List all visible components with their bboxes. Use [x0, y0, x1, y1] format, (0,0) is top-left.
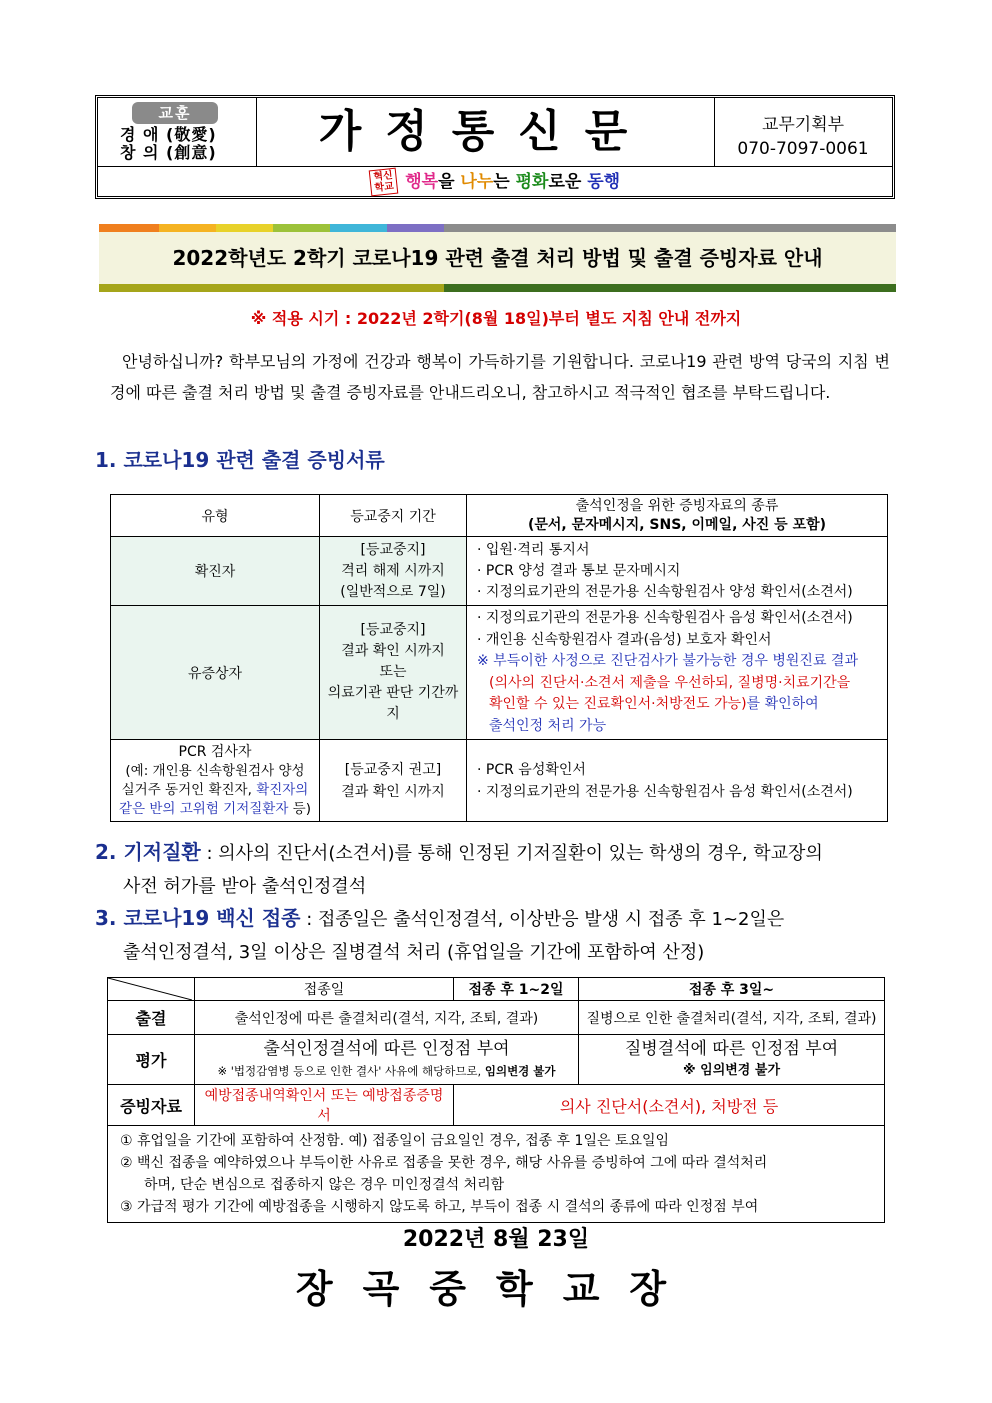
principal-signature: 장곡중학교장: [295, 1267, 697, 1311]
innovation-school-badge: 혁신 학교: [369, 168, 399, 197]
row-period: [등교중지] 격리 해제 시까지 (일반적으로 7일): [320, 537, 467, 606]
school-motto: [98, 98, 257, 166]
row-evidence: · 지정의료기관의 전문가용 신속항원검사 음성 확인서(소견서) · 개인용 신속항원검사 결과(음성) 보호자 확인서 ※ 부득이한 사정으로 진단검사가 불가능한 경우 병원진료 결과 (의사의 진단서·소견서 제출을 우선하되, 질병명·치료기간을 확인할 수 있는 진료확인서·처방전도 가능)를 확인하여 출석인정 처리 가능: [467, 606, 888, 740]
table-row: [111, 606, 888, 740]
note-item: 하며, 단순 변심으로 접종하지 않은 경우 미인정결석 처리함: [144, 1177, 505, 1193]
slogan-part: 을: [438, 172, 461, 192]
section-3: 3. 코로나19 백신 접종 : 접종일은 출석인정결석, 이상반응 발생 시 접종 후 1~2일은 출석인정결석, 3일 이상은 질병결석 처리 (휴업일을 기간에 포함하여 산정): [95, 906, 785, 963]
header-box: [95, 95, 895, 199]
motto-line-2: 창 의 (創意): [120, 143, 217, 162]
color-stripe-bottom: [99, 284, 896, 292]
color-stripe-top: [99, 224, 896, 232]
section-2: 2. 기저질환 : 의사의 진단서(소견서)를 통해 인정된 기저질환이 있는 학생의 경우, 학교장의 사전 허가를 받아 출석인정결석: [95, 840, 823, 897]
table-row: [111, 537, 888, 606]
diagonal-cell: [108, 978, 195, 1001]
note-item: ③ 가급적 평가 기간에 예방접종을 시행하지 않도록 하고, 부득이 접종 시 결석의 종류에 따라 인정점 부여: [120, 1199, 759, 1215]
stripe-segment: [387, 224, 444, 232]
attendance-right: 질병으로 인한 출결처리(결석, 지각, 조퇴, 결과): [579, 1001, 885, 1035]
slogan-part: 로운: [548, 172, 588, 192]
table-notes: [108, 1126, 885, 1223]
col-after-1-2-days: 접종 후 1~2일: [454, 978, 579, 1001]
slogan-part: 나누: [460, 172, 494, 192]
department-name: 교무기획부: [761, 115, 845, 135]
stripe-segment: [444, 284, 896, 292]
school-slogan: [98, 166, 892, 199]
col-after-3-days: 접종 후 3일~: [579, 978, 885, 1001]
vaccine-table: [107, 977, 885, 1223]
stripe-segment: [99, 224, 159, 232]
notice-banner-title: 2022학년도 2학기 코로나19 관련 출결 처리 방법 및 출결 증빙자료 안내: [99, 232, 896, 284]
label-evaluation: 평가: [108, 1035, 195, 1085]
header-evidence: 출석인정을 위한 증빙자료의 종류 (문서, 문자메시지, SNS, 이메일, 사진 등 포함): [467, 495, 888, 537]
header-type: 유형: [111, 495, 320, 537]
department-info: [714, 98, 892, 166]
row-type: 확진자: [111, 537, 320, 606]
table-row: [111, 740, 888, 822]
motto-badge: 교훈: [132, 102, 218, 124]
apply-period: ※ 적용 시기 : 2022년 2학기(8월 18일)부터 별도 지침 안내 전까지: [250, 309, 742, 328]
col-vaccination-day: 접종일: [195, 978, 454, 1001]
header-period: 등교중지 기간: [320, 495, 467, 537]
slogan-part: 행복: [405, 172, 439, 192]
document-title: 가정통신문: [256, 98, 715, 166]
section-1-title: 1. 코로나19 관련 출결 증빙서류: [95, 448, 385, 472]
stripe-segment: [216, 224, 273, 232]
section-2-title: 2. 기저질환: [95, 840, 201, 864]
stripe-segment: [330, 224, 387, 232]
evidence-left: 예방접종내역확인서 또는 예방접종증명서: [195, 1085, 454, 1126]
attendance-left: 출석인정에 따른 출결처리(결석, 지각, 조퇴, 결과): [195, 1001, 579, 1035]
stripe-segment: [273, 224, 330, 232]
label-attendance: 출결: [108, 1001, 195, 1035]
slogan-part: 는: [493, 172, 516, 192]
evaluation-right: 질병결석에 따른 인정점 부여 ※ 임의변경 불가: [579, 1035, 885, 1085]
note-item: ② 백신 접종을 예약하였으나 부득이한 사유로 접종을 못한 경우, 해당 사유를 증빙하여 그에 따라 결석처리: [120, 1155, 768, 1171]
slogan-text: [405, 172, 620, 192]
stripe-segment: [159, 224, 216, 232]
stripe-segment: [99, 284, 444, 292]
motto-line-1: 경 애 (敬愛): [120, 125, 217, 144]
row-evidence: · 입원·격리 통지서 · PCR 양성 결과 통보 문자메시지 · 지정의료기관의 전문가용 신속항원검사 양성 확인서(소견서): [467, 537, 888, 606]
row-type: PCR 검사자 (예: 개인용 신속항원검사 양성 실거주 동거인 확진자, 확진자의 같은 반의 고위험 기저질환자 등): [111, 740, 320, 822]
issue-date: 2022년 8월 23일: [402, 1227, 590, 1252]
slogan-part: 동행: [587, 172, 621, 192]
evidence-right: 의사 진단서(소견서), 처방전 등: [454, 1085, 885, 1126]
evidence-table: [110, 494, 888, 822]
note-item: ① 휴업일을 기간에 포함하여 산정함. 예) 접종일이 금요일인 경우, 접종 후 1일은 토요일임: [120, 1133, 670, 1149]
evaluation-left: 출석인정결석에 따른 인정점 부여 ※ '법정감염병 등으로 인한 결사' 사유에 해당하므로, 임의변경 불가: [195, 1035, 579, 1085]
label-evidence: 증빙자료: [108, 1085, 195, 1126]
row-period: [등교중지] 결과 확인 시까지 또는 의료기관 판단 기간까지: [320, 606, 467, 740]
row-evidence: · PCR 음성확인서 · 지정의료기관의 전문가용 신속항원검사 음성 확인서(소견서): [467, 740, 888, 822]
stripe-segment: [444, 224, 896, 232]
slogan-part: 평화: [515, 172, 549, 192]
row-type: 유증상자: [111, 606, 320, 740]
section-3-title: 3. 코로나19 백신 접종: [95, 906, 301, 930]
row-period: [등교중지 권고] 결과 확인 시까지: [320, 740, 467, 822]
department-phone: 070-7097-0061: [737, 139, 869, 159]
intro-paragraph: 안녕하십니까? 학부모님의 가정에 건강과 행복이 가득하기를 기원합니다. 코로나19 관련 방역 당국의 지침 변경에 따른 출결 처리 방법 및 출결 증빙자료를 안내드리오니, 참고하시고 적극적인 협조를 부탁드립니다.: [110, 352, 890, 402]
